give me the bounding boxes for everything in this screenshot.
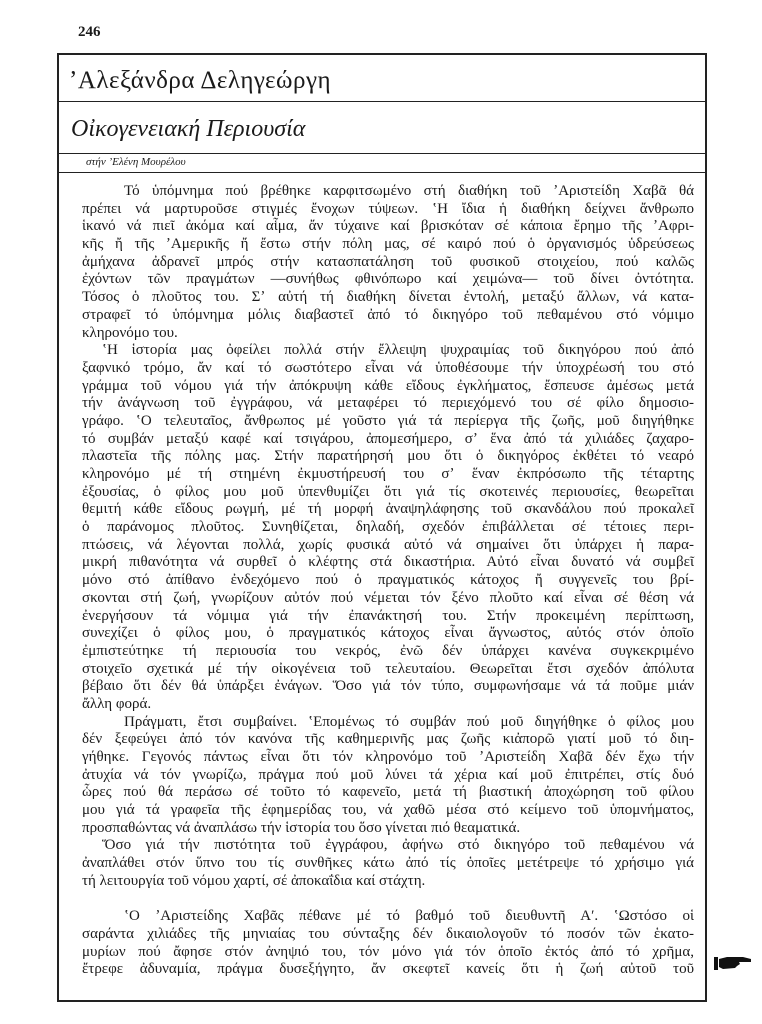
text-line: ἀναπλάθει στόν ὕπνο του τίς συνθῆκες κάτω ἀπό τίς ὁποῖες μετέτρεψε τό χρήσιμο γιά xyxy=(82,855,694,872)
text-line: ὧρες πού θά περάσω σέ τοῦτο τό καφενεῖο, μετά τή βιαστική ἀποχώρηση τοῦ φίλου xyxy=(82,784,694,801)
text-line: στοιχεῖο σχετικά μέ τήν οἰκογένεια τοῦ τελευταίου. Θεωρεῖται ἔτσι σχεδόν ἀπόλυτα xyxy=(82,660,694,677)
text-line: ἐνεργήσουν τά νόμιμα γιά τήν ἐπανάκτησή του. Στήν προκειμένη περίπτωση, xyxy=(82,607,694,624)
text-line: Πράγματι, ἔτσι συμβαίνει. ʽΕπομένως τό συμβάν πού μοῦ διηγήθηκε ὁ φίλος μου xyxy=(124,713,694,730)
text-line: βέβαιο ὅτι δέν θά ὑπάρξει ἐνάγων. Ὅσο γιά τόν τύπο, συμφωνήσαμε νά τά ποῦμε μιάν xyxy=(82,678,694,695)
text-line: πρέπει νά μαρτυροῦσε στιγμές ἔνοχων τύψεων. ʽΗ ἴδια ἡ διαθήκη δείχνει ἄνθρωπο xyxy=(82,200,694,217)
text-line: μου γιά τά γραφεῖα τῆς ἐφημερίδας του, νά χαθῶ μέσα στό κείμενο τοῦ ὑπομνήματος, xyxy=(82,802,694,819)
text-line: ἀμήχανα ἀδρανεῖ μπρός στήν κατασπατάληση τοῦ φυσικοῦ στοιχείου, πού καλῶς xyxy=(82,253,694,270)
text-line: ἔτρεφε ἀδυναμία, πράγμα δυσεξήγητο, ἄν σκεφτεῖ κανείς ὅτι ἡ ζωή αὐτοῦ τοῦ xyxy=(82,961,694,978)
text-line: ἄλλη φορά. xyxy=(82,695,152,712)
story-title: Οἰκογενειακή Περιουσία xyxy=(71,116,306,142)
text-line: συνεχίζει ὁ φίλος μου, ὁ πραγματικός κάτοχος εἶναι ἄγνωστος, αὐτός στόν ὁποῖο xyxy=(82,625,694,642)
text-line: τήν ἀνάγνωση τοῦ ἐγγράφου, νά μεταφέρει τό περιεχόμενό του σέ φίλο δημοσιο- xyxy=(82,395,694,412)
text-line: μόνο στό ἀπίθανο ἐνδεχόμενο πού ὁ πραγματικός κάτοχος ἤ συγγενεῖς του βρί- xyxy=(82,572,694,589)
section-break xyxy=(82,891,694,909)
text-line: δέν ξεφεύγει ἀπό τόν κανόνα τῆς καθημερινῆς μας ζωῆς κιἀπορῶ γιατί μοῦ τό διη- xyxy=(82,731,694,748)
text-line: κληρονόμο μέ τή στημένη ἐκμυστήρευσή του σʼ ἕναν ἐκπρόσωπο τῆς τέταρτης xyxy=(82,466,694,482)
text-line: ʽΟ ʼΑριστείδης Χαβᾶς πέθανε μέ τό βαθμό τοῦ διευθυντῆ Αʹ. ʽΩστόσο οἱ xyxy=(124,908,694,925)
dedication: στήν ʼΕλένη Μουρέλου xyxy=(86,156,186,168)
text-line: Τόσος ὁ πλοῦτος του. Σʼ αὐτή τή διαθήκη δίνεται ἐντολή, μεταξύ ἄλλων, νά κατα- xyxy=(82,289,694,306)
text-line: στραφεῖ τό ὑπόμνημα μόλις διαβαστεῖ ἀπό τό δικηγόρο τοῦ πεθαμένου στό νόμιμο xyxy=(82,306,694,323)
text-line: πτώσεις, νά λέγονται πολλά, χωρίς φυσικά αὐτό νά σημαίνει ὅτι ὑπάρχει ἡ παρα- xyxy=(82,536,694,553)
text-line: ἱκανό νά πιεῖ ἀκόμα καί αἷμα, ἄν τύχαινε καί βρισκόταν σέ κάποια ἔρημο τῆς ʼΑφρι- xyxy=(82,218,694,235)
text-line: ἐχόντων τῶν πραγμάτων —συνήθως φθινόπωρο καί χειμώνα— τοῦ δίνει ὀντότητα. xyxy=(82,271,694,288)
text-line: ὁ παράνομος πλοῦτος. Συνηθίζεται, δηλαδή, σχεδόν ἐπιβάλλεται σέ τέτοιες περι- xyxy=(82,519,694,536)
text-line: ἐξουσίας, ὁ φίλος μου μοῦ ὑπενθυμίζει ὅτι γιά τίς σκοτεινές περιουσίες, θεωρεῖται xyxy=(82,483,694,500)
text-line: Τό ὑπόμνημα πού βρέθηκε καρφιτσωμένο στή διαθήκη τοῦ ʼΑριστείδη Χαβᾶ θά xyxy=(124,183,694,199)
title-row xyxy=(59,102,705,154)
text-line: ʽΗ ἱστορία μας ὀφείλει πολλά στήν ἔλλειψη ψυχραιμίας τοῦ δικηγόρου πού ἀπό xyxy=(102,342,694,359)
text-line: γήθηκε. Γεγονός πάντως εἶναι ὅτι τόν κληρονόμο τοῦ ʼΑριστείδη Χαβᾶ δέν ἔχω τήν xyxy=(82,749,694,765)
text-line: ἐμπιστεύτηκε τή περιουσία του νεκρός, ἐνῶ δέν ὑπάρχει κανένα συγκεκριμένο xyxy=(82,642,694,659)
author-row xyxy=(59,55,705,102)
text-line: προσπαθώντας νά ἀναπλάσω τήν ἱστορία του ὅσο γίνεται πιό θεαματικά. xyxy=(82,819,521,836)
author-name: ʼΑλεξάνδρα Δεληγεώργη xyxy=(69,67,332,94)
text-line: μικρή πιθανότητα νά συρθεῖ ὁ κλέφτης στά δικαστήρια. Αὐτό εἶναι δυνατό νά συμβεῖ xyxy=(82,554,694,571)
text-line: ἀτυχία νά τόν γνωρίζω, πράγμα πού μοῦ λύνει τά χέρια καί μοῦ ἐπιτρέπει, στίς δυό xyxy=(82,766,694,783)
text-line: τή λειτουργία τοῦ νόμου χαρτί, σέ ἀποκαΐδια καί στάχτη. xyxy=(82,872,426,889)
text-line: πλαστεῖα τῆς πόλης μας. Στήν παρατήρησή μου ὅτι ὁ δικηγόρος ἐκθέτει τό νεαρό xyxy=(82,448,694,465)
text-line: γράφο. ʽΟ τελευταῖος, ἄνθρωπος μέ γοῦστο γιά τά περίεργα τῆς ζωῆς, μοῦ διηγήθηκε xyxy=(82,412,694,429)
text-line: σαράντα χιλιάδες τῆς μηνιαίας του σύνταξης δέν δικαιολογοῦν τό ποσόν τῶν ἑκατο- xyxy=(82,925,694,942)
text-line: ξαφνικό τρόμο, ἄν καί τό σωστότερο εἶναι νά ὑποθέσουμε τήν ὑποχρέωσή του στό xyxy=(82,359,694,376)
text-line: θεμιτή κάθε εἴδους ρωγμή, μέ τή μορφή ἀναψηλάφησης τοῦ σκανδάλου πού προκαλεῖ xyxy=(82,501,694,518)
story-body xyxy=(82,183,694,979)
text-line: τό συμβάν μεταξύ καφέ καί τσιγάρου, ἀπομεσήμερο, σʼ ἕνα ἀπό τά χιλιάδες ζαχαρο- xyxy=(82,430,694,447)
text-line: κληρονόμο του. xyxy=(82,324,178,341)
pointing-hand-icon xyxy=(713,954,753,972)
text-line: Ὅσο γιά τήν πιστότητα τοῦ ἐγγράφου, ἀφήνω στό δικηγόρο τοῦ πεθαμένου νά xyxy=(102,837,694,854)
text-line: γράμμα τοῦ νόμου γιά τήν ἀπόκρυψη κάθε εἴδους ἐγκλήματος, ἔσπευσε ἀμέσως μετά xyxy=(82,377,694,394)
text-line: μυρίων πού ἄφησε στόν ἀνηψιό του, τόν μόνο γιά τόν ὁποῖο ἐκτός ἀπό τό χρῆμα, xyxy=(82,943,694,960)
text-line: κῆς ἤ τῆς ʼΑμερικῆς ἤ ἔστω στήν πόλη μας, σέ καιρό πού ὁ ὀργανισμός ὑδρεύσεως xyxy=(82,236,694,253)
text-line: σκονται στή ζωή, γνωρίζουν αὐτόν πού νέμεται τόν ξένο πλοῦτο καί εἶναι σέ θέση νά xyxy=(82,589,694,606)
dedication-row xyxy=(59,154,705,173)
page-number: 246 xyxy=(78,24,101,40)
